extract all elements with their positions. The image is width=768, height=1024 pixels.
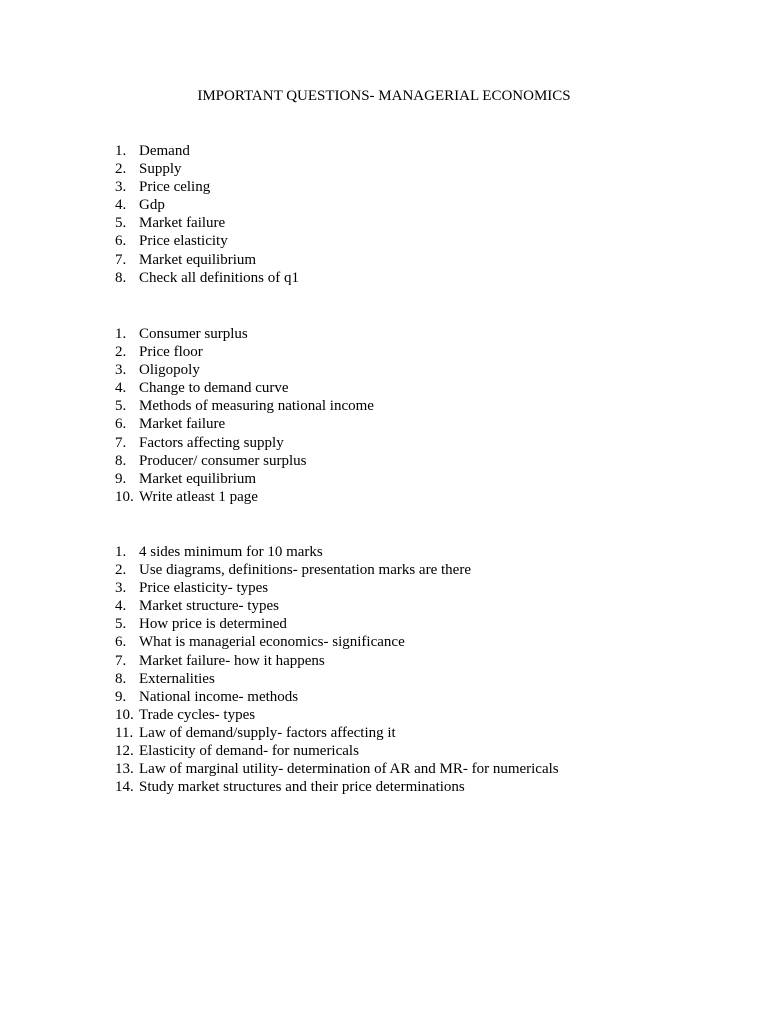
list-item-number: 7. (115, 434, 127, 451)
list-item-number: 5. (115, 215, 127, 232)
list-item (115, 214, 299, 232)
list-item (115, 470, 374, 488)
list-item-text: Demand (139, 143, 190, 159)
list-item (115, 778, 559, 796)
list-item-text: What is managerial economics- significance (139, 634, 405, 651)
list-item-number: 1. (115, 143, 127, 159)
list-item (115, 652, 559, 670)
list-item-number: 12. (115, 743, 134, 760)
list-item-text: How price is determined (139, 616, 287, 633)
list-item-text: Market failure (139, 215, 226, 232)
list-item (115, 343, 374, 361)
list-item-text: Market structure- types (139, 598, 279, 615)
list-item-number: 8. (115, 670, 127, 687)
list-item-text: Factors affecting supply (139, 434, 284, 451)
list-item-number: 2. (115, 161, 127, 178)
list-item (115, 142, 299, 160)
list-item-text: Gdp (139, 197, 165, 214)
list-item (115, 742, 559, 760)
list-item-text: Price floor (139, 344, 203, 361)
list-item-text: Trade cycles- types (139, 706, 256, 723)
list-item-text: Price elasticity- types (139, 580, 269, 597)
list-item-text: Law of demand/supply- factors affecting it (139, 724, 396, 741)
question-list-2 (115, 325, 374, 506)
list-item (115, 670, 559, 688)
list-item (115, 760, 559, 778)
list-item-number: 3. (115, 179, 127, 196)
list-item-text: Oligopoly (139, 362, 200, 379)
list-item-text: Study market structures and their price determinations (139, 779, 465, 796)
list-item-text: Market failure (139, 416, 226, 433)
list-item-number: 4. (115, 197, 127, 214)
list-item (115, 561, 559, 579)
list-item-number: 9. (115, 470, 127, 487)
list-item-text: Methods of measuring national income (139, 398, 374, 415)
list-item-number: 3. (115, 362, 127, 379)
list-item-number: 10. (115, 706, 134, 723)
list-item-number: 2. (115, 344, 127, 361)
list-item (115, 415, 374, 433)
list-item-number: 2. (115, 562, 127, 579)
list-item (115, 543, 559, 561)
list-item-text: Market equilibrium (139, 470, 257, 487)
list-item-text: Use diagrams, definitions- presentation marks are there (139, 562, 471, 579)
list-item-number: 14. (115, 779, 134, 796)
list-item-number: 6. (115, 634, 127, 651)
list-item (115, 361, 374, 379)
list-item-number: 5. (115, 616, 127, 633)
list-item (115, 434, 374, 452)
list-item-text: Externalities (139, 670, 215, 687)
list-item-text: Price elasticity (139, 233, 228, 250)
list-item-text: Consumer surplus (139, 326, 248, 342)
list-item (115, 325, 374, 343)
list-item-number: 10. (115, 488, 134, 505)
list-item (115, 251, 299, 269)
list-item-text: Law of marginal utility- determination of AR and MR- for numericals (139, 761, 559, 778)
list-item-number: 7. (115, 251, 127, 268)
list-item-number: 5. (115, 398, 127, 415)
list-item (115, 579, 559, 597)
list-item (115, 452, 374, 470)
list-item (115, 633, 559, 651)
list-item-text: Check all definitions of q1 (139, 269, 299, 286)
list-item (115, 232, 299, 250)
list-item (115, 615, 559, 633)
list-item (115, 488, 374, 506)
list-item-number: 9. (115, 688, 127, 705)
list-item-number: 13. (115, 761, 134, 778)
question-list-1 (115, 142, 299, 287)
list-item-text: Market equilibrium (139, 251, 257, 268)
list-item (115, 724, 559, 742)
list-item-number: 4. (115, 598, 127, 615)
list-item-text: Write atleast 1 page (139, 488, 258, 505)
list-item (115, 706, 559, 724)
list-item (115, 196, 299, 214)
list-item (115, 178, 299, 196)
list-item-number: 6. (115, 233, 127, 250)
list-item-text: Producer/ consumer surplus (139, 452, 307, 469)
list-item-text: 4 sides minimum for 10 marks (139, 544, 323, 560)
list-item (115, 160, 299, 178)
list-item-text: Elasticity of demand- for numericals (139, 743, 359, 760)
list-item-number: 7. (115, 652, 127, 669)
list-item (115, 397, 374, 415)
list-item-text: Change to demand curve (139, 380, 289, 397)
list-item-text: Market failure- how it happens (139, 652, 325, 669)
list-item-number: 8. (115, 452, 127, 469)
list-item (115, 597, 559, 615)
list-item (115, 688, 559, 706)
list-item-number: 8. (115, 269, 127, 286)
list-item (115, 269, 299, 287)
list-item-number: 4. (115, 380, 127, 397)
list-item-number: 3. (115, 580, 127, 597)
list-item-number: 1. (115, 544, 127, 560)
list-item-text: National income- methods (139, 688, 299, 705)
document-title: IMPORTANT QUESTIONS- MANAGERIAL ECONOMICS (197, 88, 571, 104)
list-item-number: 11. (115, 724, 134, 741)
list-item-number: 1. (115, 326, 127, 342)
list-item-number: 6. (115, 416, 127, 433)
list-item (115, 379, 374, 397)
list-item-text: Supply (139, 161, 182, 178)
question-list-3 (115, 543, 559, 796)
list-item-text: Price celing (139, 179, 211, 196)
